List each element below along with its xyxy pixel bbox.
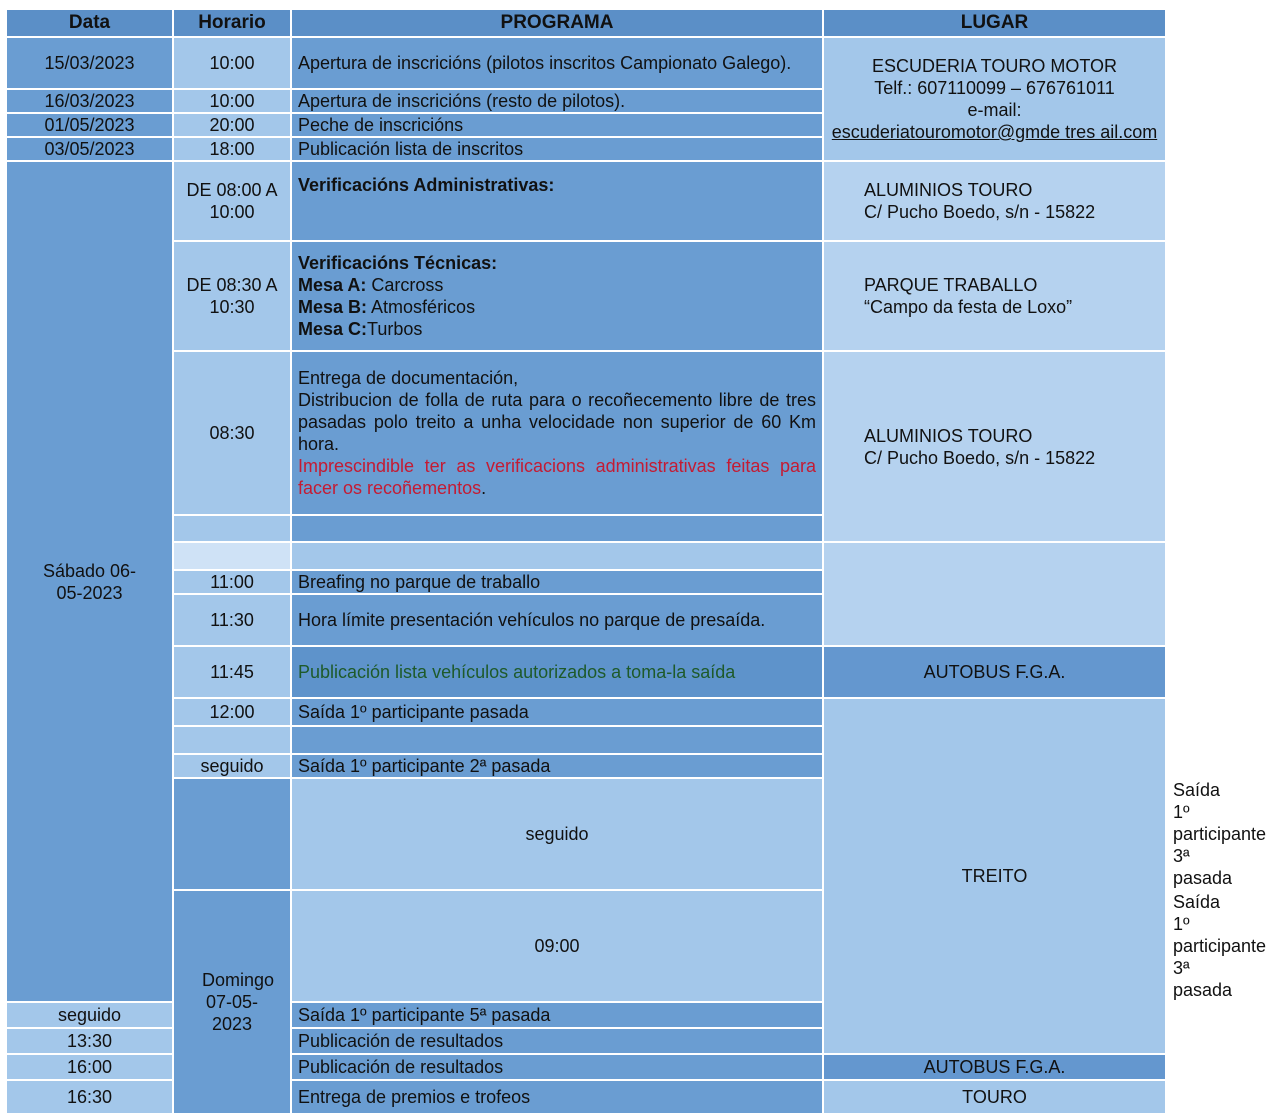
time-cell: seguido bbox=[291, 778, 823, 890]
program-cell: Peche de inscricións bbox=[291, 113, 823, 137]
table-row: seguido Saída 1º participante 3ª pasada bbox=[6, 778, 1166, 890]
mesa-a-label: Mesa A: bbox=[298, 275, 367, 295]
lugar-aluminios-2 bbox=[823, 351, 1166, 542]
warning-text: Imprescindible ter as verificacions administrativas feitas para facer os recoñementos bbox=[298, 456, 816, 498]
program-cell: Publicación lista de inscritos bbox=[291, 137, 823, 161]
table-row bbox=[6, 646, 1166, 698]
empty-program-cell bbox=[291, 726, 823, 754]
date-cell: 16/03/2023 bbox=[6, 89, 173, 113]
empty-time-cell bbox=[173, 542, 291, 570]
date-cell: 01/05/2023 bbox=[6, 113, 173, 137]
program-text: Publicación lista vehículos autorizados a toma-la saída bbox=[298, 662, 736, 682]
lugar-touro: TOURO bbox=[823, 1080, 1166, 1114]
time-cell: 10:00 bbox=[173, 37, 291, 89]
time-cell: 16:30 bbox=[6, 1080, 173, 1114]
table-row bbox=[6, 37, 1166, 89]
time-cell: DE 08:30 A 10:30 bbox=[173, 241, 291, 351]
aluminios-name: ALUMINIOS TOURO bbox=[864, 180, 1033, 200]
header-lugar: LUGAR bbox=[823, 9, 1166, 37]
time-cell: 08:30 bbox=[173, 351, 291, 515]
table-row bbox=[6, 698, 1166, 726]
parque-address: “Campo da festa de Loxo” bbox=[864, 297, 1073, 317]
table-row bbox=[6, 161, 1166, 241]
time-cell: 20:00 bbox=[173, 113, 291, 137]
mesa-c bbox=[298, 318, 816, 340]
time-cell: 11:00 bbox=[173, 570, 291, 594]
mesa-b-value: Atmosféricos bbox=[367, 297, 476, 317]
program-cell bbox=[291, 241, 823, 351]
program-cell: Publicación de resultados bbox=[291, 1028, 823, 1054]
warning-end: . bbox=[481, 478, 487, 498]
table-row: Domingo 07-05-2023 09:00 Saída 1º participante 3ª pasada bbox=[6, 890, 1166, 1002]
mesa-a-value: Carcross bbox=[366, 275, 444, 295]
mesa-c-label: Mesa C: bbox=[298, 319, 368, 339]
date-cell: 15/03/2023 bbox=[6, 37, 173, 89]
parque-name: PARQUE TRABALLO bbox=[864, 275, 1038, 295]
program-cell bbox=[291, 646, 823, 698]
mesa-b bbox=[298, 296, 816, 318]
table-row bbox=[6, 351, 1166, 515]
empty-program-cell bbox=[291, 515, 823, 542]
lugar-autobus: AUTOBUS F.G.A. bbox=[823, 646, 1166, 698]
lugar-aluminios bbox=[823, 161, 1166, 241]
time-cell: 12:00 bbox=[173, 698, 291, 726]
mesa-b-label: Mesa B: bbox=[298, 297, 368, 317]
program-cell: Apertura de inscricións (pilotos inscritos Campionato Galego). bbox=[291, 37, 823, 89]
empty-time-cell bbox=[173, 515, 291, 542]
time-cell: 18:00 bbox=[173, 137, 291, 161]
date-cell: 03/05/2023 bbox=[6, 137, 173, 161]
mesa-a bbox=[298, 274, 816, 296]
time-cell: 13:30 bbox=[6, 1028, 173, 1054]
program-cell: Publicación de resultados bbox=[291, 1054, 823, 1080]
program-cell: Apertura de inscricións (resto de pilotos). bbox=[291, 89, 823, 113]
time-cell: seguido bbox=[6, 1002, 173, 1028]
empty-time-cell bbox=[173, 726, 291, 754]
aluminios-address: C/ Pucho Boedo, s/n - 15822 bbox=[864, 447, 1096, 468]
time-cell: 16:00 bbox=[6, 1054, 173, 1080]
time-cell: DE 08:00 A 10:00 bbox=[173, 161, 291, 241]
empty-program-cell bbox=[291, 542, 823, 570]
date-cell-domingo: Domingo 07-05-2023 bbox=[173, 890, 291, 1114]
escuderia-name: ESCUDERIA TOURO MOTOR bbox=[871, 56, 1118, 76]
time-cell: seguido bbox=[173, 754, 291, 778]
aluminios-name: ALUMINIOS TOURO bbox=[864, 425, 1033, 446]
program-cell: Breafing no parque de traballo bbox=[291, 570, 823, 594]
time-cell: 09:00 bbox=[291, 890, 823, 1002]
escuderia-email-label: e-mail: bbox=[967, 100, 1022, 120]
date-cell-sabado: Sábado 06-05-2023 bbox=[6, 161, 173, 1002]
mesa-c-value: Turbos bbox=[367, 319, 423, 339]
program-line: Entrega de documentación, bbox=[298, 368, 519, 388]
verificacions-tecnicas-title: Verificacións Técnicas: bbox=[298, 253, 498, 273]
program-cell: Saída 1º participante pasada bbox=[291, 698, 823, 726]
program-cell bbox=[291, 351, 823, 515]
time-cell: 10:00 bbox=[173, 89, 291, 113]
program-cell: Saída 1º participante 2ª pasada bbox=[291, 754, 823, 778]
program-cell: Saída 1º participante 5ª pasada bbox=[291, 1002, 823, 1028]
escuderia-email: escuderiatouromotor@gmde tres ail.com bbox=[831, 122, 1158, 142]
program-line: Distribucion de folla de ruta para o recoñecemento libre de tres pasadas polo treito a unha velocidade non superior de 60 Km hora. bbox=[298, 390, 816, 454]
header-row bbox=[6, 9, 1166, 37]
header-horario: Horario bbox=[173, 9, 291, 37]
empty-date-cell bbox=[173, 778, 291, 890]
lugar-autobus-2: AUTOBUS F.G.A. bbox=[823, 1054, 1166, 1080]
header-data: Data bbox=[6, 9, 173, 37]
table-row-empty bbox=[6, 542, 1166, 570]
lugar-escuderia bbox=[823, 37, 1166, 161]
aluminios-address: C/ Pucho Boedo, s/n - 15822 bbox=[864, 202, 1096, 222]
lugar-treito: TREITO bbox=[823, 698, 1166, 1054]
program-cell: Verificacións Administrativas: bbox=[291, 161, 823, 241]
time-cell: 11:45 bbox=[173, 646, 291, 698]
lugar-parque bbox=[823, 241, 1166, 351]
time-cell: 11:30 bbox=[173, 594, 291, 646]
program-cell: Entrega de premios e trofeos bbox=[291, 1080, 823, 1114]
schedule-table bbox=[5, 8, 1266, 1115]
escuderia-phone: Telf.: 607110099 – 676761011 bbox=[874, 78, 1115, 98]
empty-lugar-cell bbox=[823, 542, 1166, 646]
header-programa: PROGRAMA bbox=[291, 9, 823, 37]
table-row bbox=[6, 241, 1166, 351]
program-cell: Hora límite presentación vehículos no parque de presaída. bbox=[291, 594, 823, 646]
